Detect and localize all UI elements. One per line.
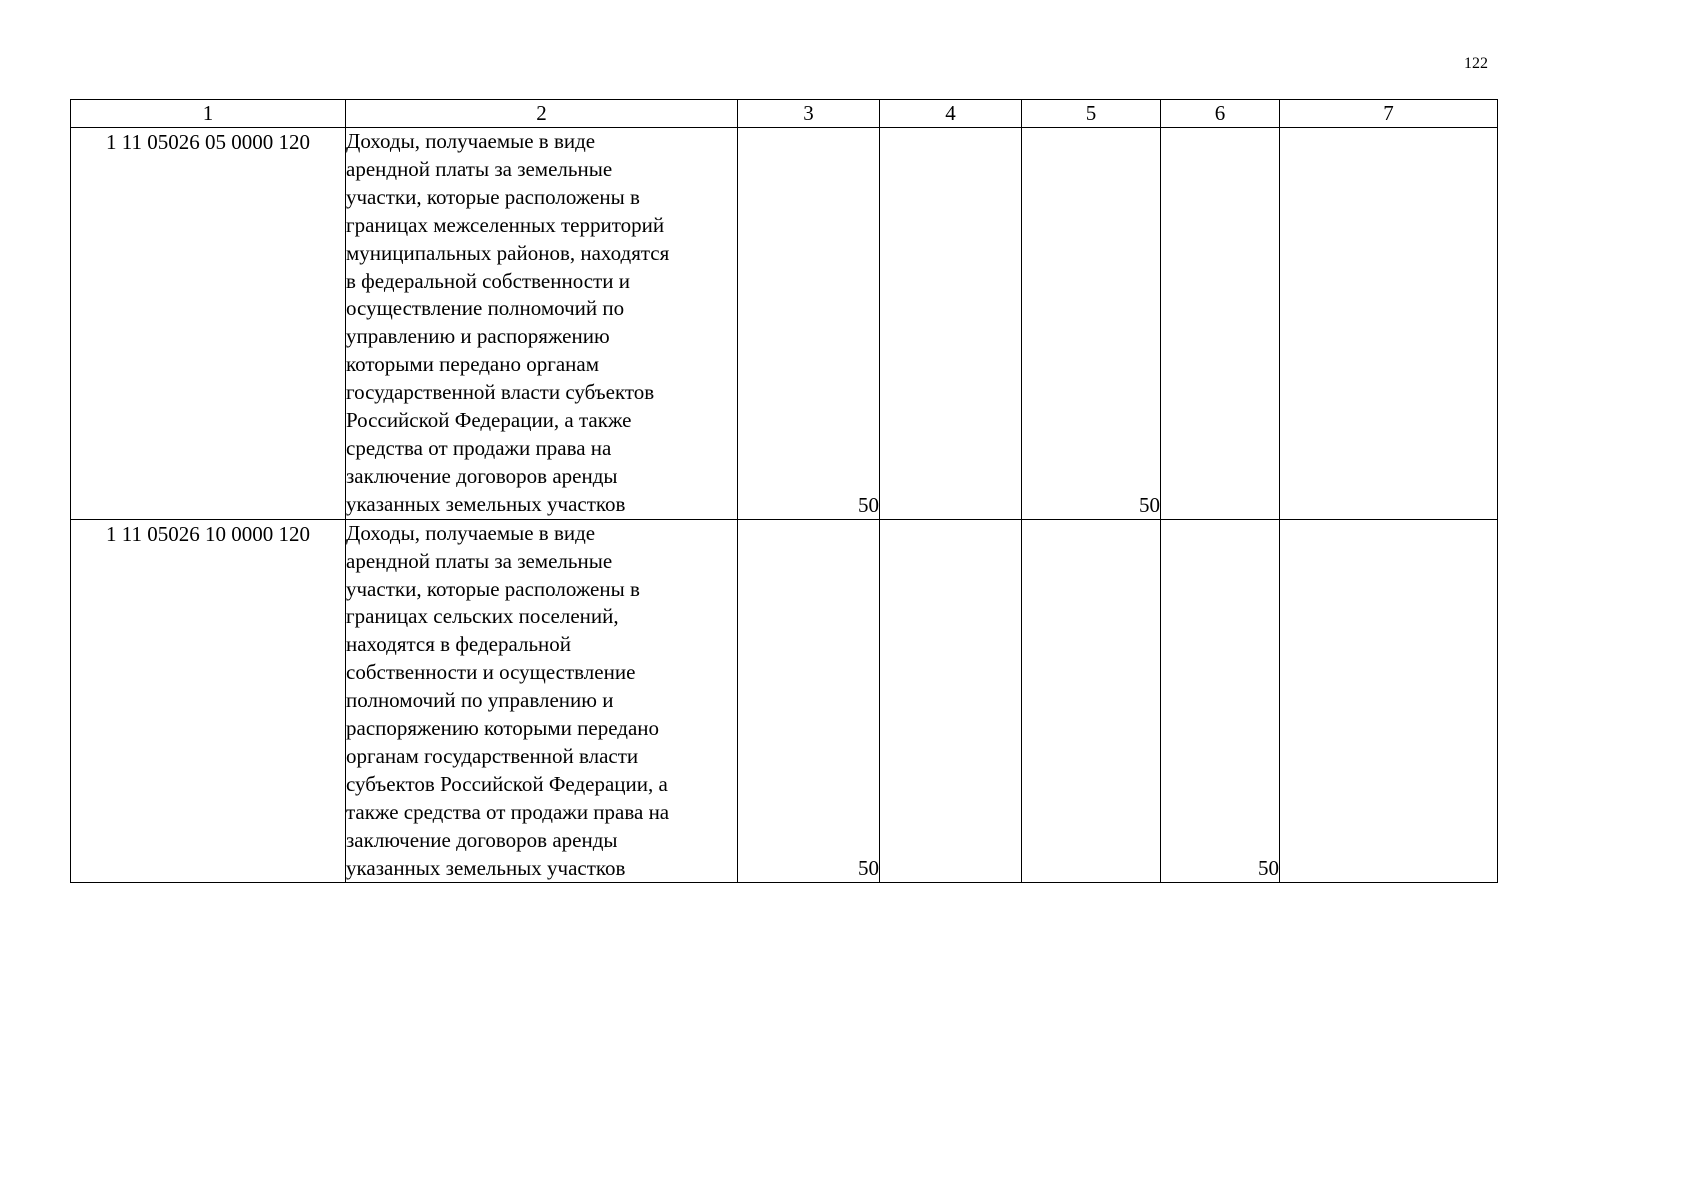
description-line: границах сельских поселений, (346, 604, 619, 629)
description-line: в федеральной собственности и (346, 268, 630, 293)
page-number: 122 (1464, 55, 1488, 72)
amount-col-7 (1280, 519, 1498, 883)
description-line: органам государственной власти (346, 743, 639, 768)
revenue-table (70, 99, 1498, 883)
amount-col-6: 50 (1161, 519, 1280, 883)
description-line: собственности и осуществление (346, 660, 636, 685)
description-line: субъектов Российской Федерации, а (346, 771, 668, 796)
table-row (71, 519, 1498, 883)
amount-col-6 (1161, 128, 1280, 520)
amount-col-3: 50 (738, 519, 880, 883)
header-col-5: 5 (1022, 100, 1161, 128)
amount-col-4 (880, 519, 1022, 883)
header-col-2: 2 (346, 100, 738, 128)
description-line: участки, которые расположены в (346, 576, 640, 601)
header-col-6: 6 (1161, 100, 1280, 128)
description-line: находятся в федеральной (346, 632, 572, 657)
description-line: указанных земельных участков (346, 855, 626, 880)
header-col-7: 7 (1280, 100, 1498, 128)
amount-col-5: 50 (1022, 128, 1161, 520)
amount-col-4 (880, 128, 1022, 520)
description-line: Доходы, получаемые в виде (346, 520, 596, 545)
amount-col-5 (1022, 519, 1161, 883)
amount-col-3: 50 (738, 128, 880, 520)
description-line: которыми передано органам (346, 352, 600, 377)
description-line: заключение договоров аренды (346, 463, 618, 488)
description-line: государственной власти субъектов (346, 380, 655, 405)
description-line: также средства от продажи права на (346, 799, 670, 824)
description-line: Российской Федерации, а также (346, 408, 632, 433)
description-line: управлению и распоряжению (346, 324, 610, 349)
description-line: муниципальных районов, находятся (346, 240, 670, 265)
description-line: арендной платы за земельные (346, 156, 613, 181)
header-col-4: 4 (880, 100, 1022, 128)
table-row (71, 128, 1498, 520)
header-row (71, 100, 1498, 128)
description-line: полномочий по управлению и (346, 688, 614, 713)
revenue-description-cell (346, 519, 738, 883)
header-col-1: 1 (71, 100, 346, 128)
amount-col-7 (1280, 128, 1498, 520)
description-line: Доходы, получаемые в виде (346, 129, 596, 153)
revenue-description-cell (346, 128, 738, 520)
revenue-code-cell: 1 11 05026 05 0000 120 (71, 128, 346, 520)
description-line: участки, которые расположены в (346, 184, 640, 209)
description-line: распоряжению которыми передано (346, 716, 660, 741)
description-line: арендной платы за земельные (346, 548, 613, 573)
description-line: средства от продажи права на (346, 435, 612, 460)
revenue-code-cell: 1 11 05026 10 0000 120 (71, 519, 346, 883)
description-line: указанных земельных участков (346, 491, 626, 516)
header-col-3: 3 (738, 100, 880, 128)
description-line: заключение договоров аренды (346, 827, 618, 852)
description-line: осуществление полномочий по (346, 296, 625, 321)
description-line: границах межселенных территорий (346, 212, 665, 237)
